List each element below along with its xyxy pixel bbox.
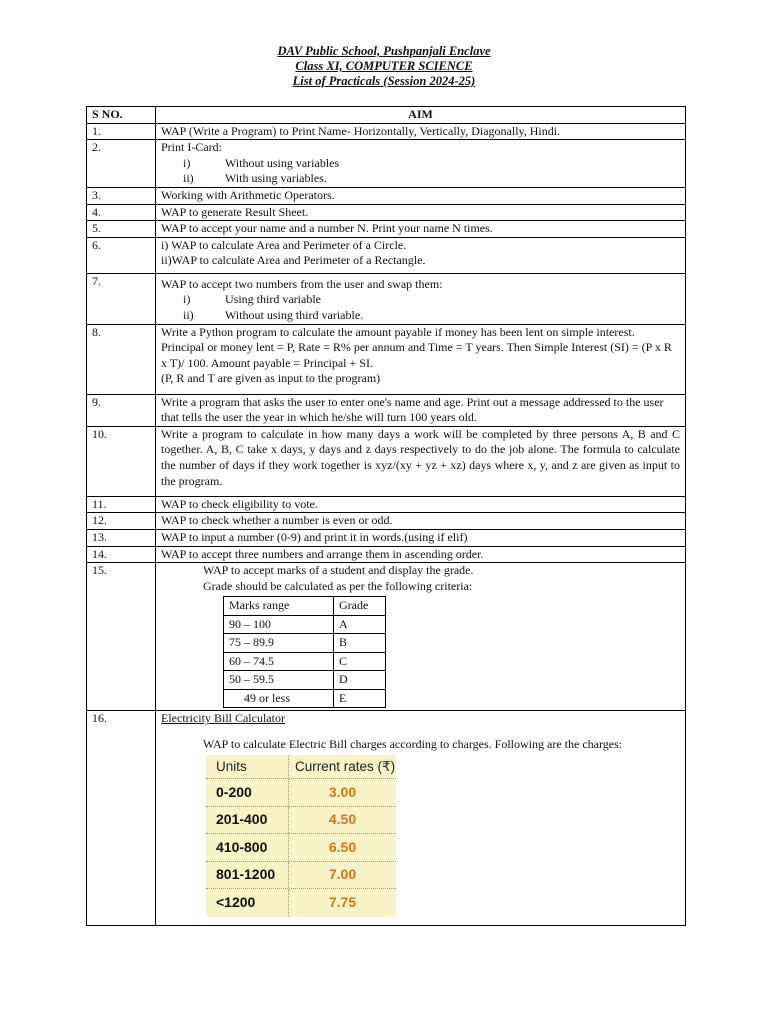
rates-row (206, 862, 396, 890)
rates-value: 4.50 (288, 807, 396, 834)
rates-row (206, 807, 396, 835)
grade-row (224, 634, 386, 653)
sub-item-number: ii) (183, 171, 194, 186)
table-row (87, 123, 686, 140)
table-row (87, 546, 686, 563)
table-row (87, 711, 686, 926)
sub-item-text: Without using variables (225, 155, 340, 170)
row-aim (156, 273, 686, 324)
row-number: 9. (87, 394, 156, 426)
grade-header-cell: Marks range (224, 597, 334, 616)
row-number: 8. (87, 324, 156, 394)
aim-line: i) WAP to calculate Area and Perimeter of a Circle. (161, 237, 407, 252)
sub-item-text: With using variables. (225, 171, 327, 186)
row-aim: WAP to generate Result Sheet. (156, 204, 686, 221)
bill-title: Electricity Bill Calculator (161, 711, 285, 726)
aim-text: WAP to accept two numbers from the user and swap them: (161, 276, 443, 291)
row-number: 13. (87, 529, 156, 546)
grade-row (224, 689, 386, 708)
grade-range: 49 or less (224, 689, 334, 708)
row-aim (156, 237, 686, 273)
row-number: 3. (87, 187, 156, 204)
table-row (87, 273, 686, 324)
grade-range: 60 – 74.5 (224, 652, 334, 671)
rates-units: 201-400 (216, 811, 268, 828)
rates-header-rate: Current rates (₹) (288, 755, 396, 778)
grade-letter: B (334, 634, 386, 653)
row-aim: WAP to check eligibility to vote. (156, 496, 686, 513)
sub-item-text: Without using third variable. (225, 307, 364, 322)
table-row (87, 237, 686, 273)
table-row (87, 140, 686, 188)
rates-units: <1200 (216, 894, 256, 911)
rates-row (206, 889, 396, 917)
grade-header-cell: Grade (334, 597, 386, 616)
document-header (0, 44, 768, 89)
aim-text: Write a Python program to calculate the amount payable if money has been lent on simple interest. Principal or money lent = P, Rate = R% per annum and Time = T years. Then Simple Interest (SI) = (P x R x T)/ 100. Amount payable = Principal + SI. (161, 324, 672, 370)
row-aim: Write a program that asks the user to enter one's name and age. Print out a message addressed to the user that tells the user the year in which he/she will turn 100 years old. (156, 394, 686, 426)
row-number: 1. (87, 123, 156, 140)
list-title: List of Practicals (Session 2024-25) (292, 74, 476, 88)
aim-header: AIM (156, 107, 686, 124)
aim-text: Print I-Card: (161, 140, 222, 155)
row-aim (156, 711, 686, 926)
table-row (87, 529, 686, 546)
table-header-row (87, 107, 686, 124)
row-number: 7. (87, 273, 156, 324)
rates-value: 6.50 (288, 834, 396, 861)
table-row (87, 426, 686, 496)
row-number: 14. (87, 546, 156, 563)
table-row (87, 513, 686, 530)
table-row (87, 204, 686, 221)
aim-line: Grade should be calculated as per the following criteria: (203, 578, 473, 593)
bill-intro: WAP to calculate Electric Bill charges according to charges. Following are the charges: (203, 736, 623, 751)
grade-range: 75 – 89.9 (224, 634, 334, 653)
row-number: 16. (87, 711, 156, 926)
school-name: DAV Public School, Pushpanjali Enclave (277, 44, 491, 58)
sub-item-number: i) (183, 155, 191, 170)
row-number: 10. (87, 426, 156, 496)
practicals-table (86, 106, 686, 926)
sub-item-number: ii) (183, 307, 194, 322)
rates-units: 0-200 (216, 783, 252, 800)
rates-value: 3.00 (288, 779, 396, 806)
rates-row (206, 779, 396, 807)
table-row (87, 187, 686, 204)
row-aim: WAP to input a number (0-9) and print it in words.(using if elif) (156, 529, 686, 546)
table-row (87, 324, 686, 394)
row-number: 2. (87, 140, 156, 188)
row-number: 5. (87, 221, 156, 238)
rates-units: 801-1200 (216, 866, 276, 883)
row-aim: WAP (Write a Program) to Print Name- Horizontally, Vertically, Diagonally, Hindi. (156, 123, 686, 140)
rates-value: 7.75 (288, 889, 396, 917)
sub-item-text: Using third variable (225, 292, 321, 307)
sub-item-number: i) (183, 292, 191, 307)
sub-item (161, 171, 680, 187)
aim-note: (P, R and T are given as input to the program) (161, 371, 381, 386)
rates-value: 7.00 (288, 862, 396, 889)
rates-table (206, 755, 396, 917)
sub-item (161, 308, 680, 324)
table-row (87, 221, 686, 238)
row-aim (156, 324, 686, 394)
grade-row (224, 671, 386, 690)
row-number: 11. (87, 496, 156, 513)
row-aim (156, 563, 686, 711)
aim-line: ii)WAP to calculate Area and Perimeter of a Rectangle. (161, 253, 426, 268)
table-row (87, 563, 686, 711)
grade-range: 90 – 100 (224, 615, 334, 634)
row-aim: WAP to check whether a number is even or odd. (156, 513, 686, 530)
grade-header-row (224, 597, 386, 616)
rates-units: 410-800 (216, 838, 268, 855)
row-aim: WAP to accept your name and a number N. Print your name N times. (156, 221, 686, 238)
sub-item (161, 292, 680, 308)
rates-header-row (206, 755, 396, 779)
table-row (87, 496, 686, 513)
grade-row (224, 615, 386, 634)
grade-letter: E (334, 689, 386, 708)
grade-table (223, 596, 386, 708)
row-aim: Write a program to calculate in how many days a work will be completed by three persons A, B and C together. A, B, C take x days, y days and z days respectively to do the job alone. The formula to calculate the number of days if they work together is xyz/(xy + yz + xz) days where x, y, and z are given as input to the program. (156, 426, 686, 496)
row-aim: Working with Arithmetic Operators. (156, 187, 686, 204)
aim-line: WAP to accept marks of a student and display the grade. (203, 563, 474, 578)
grade-letter: D (334, 671, 386, 690)
sno-header: S NO. (87, 107, 156, 124)
row-aim (156, 140, 686, 188)
rates-row (206, 834, 396, 862)
row-aim: WAP to accept three numbers and arrange them in ascending order. (156, 546, 686, 563)
row-number: 6. (87, 237, 156, 273)
table-row (87, 394, 686, 426)
class-subject: Class XI, COMPUTER SCIENCE (295, 59, 473, 73)
sub-item (161, 156, 680, 172)
grade-letter: C (334, 652, 386, 671)
grade-letter: A (334, 615, 386, 634)
grade-range: 50 – 59.5 (224, 671, 334, 690)
row-number: 4. (87, 204, 156, 221)
grade-row (224, 652, 386, 671)
rates-header-units: Units (216, 759, 247, 775)
row-number: 12. (87, 513, 156, 530)
row-number: 15. (87, 563, 156, 711)
